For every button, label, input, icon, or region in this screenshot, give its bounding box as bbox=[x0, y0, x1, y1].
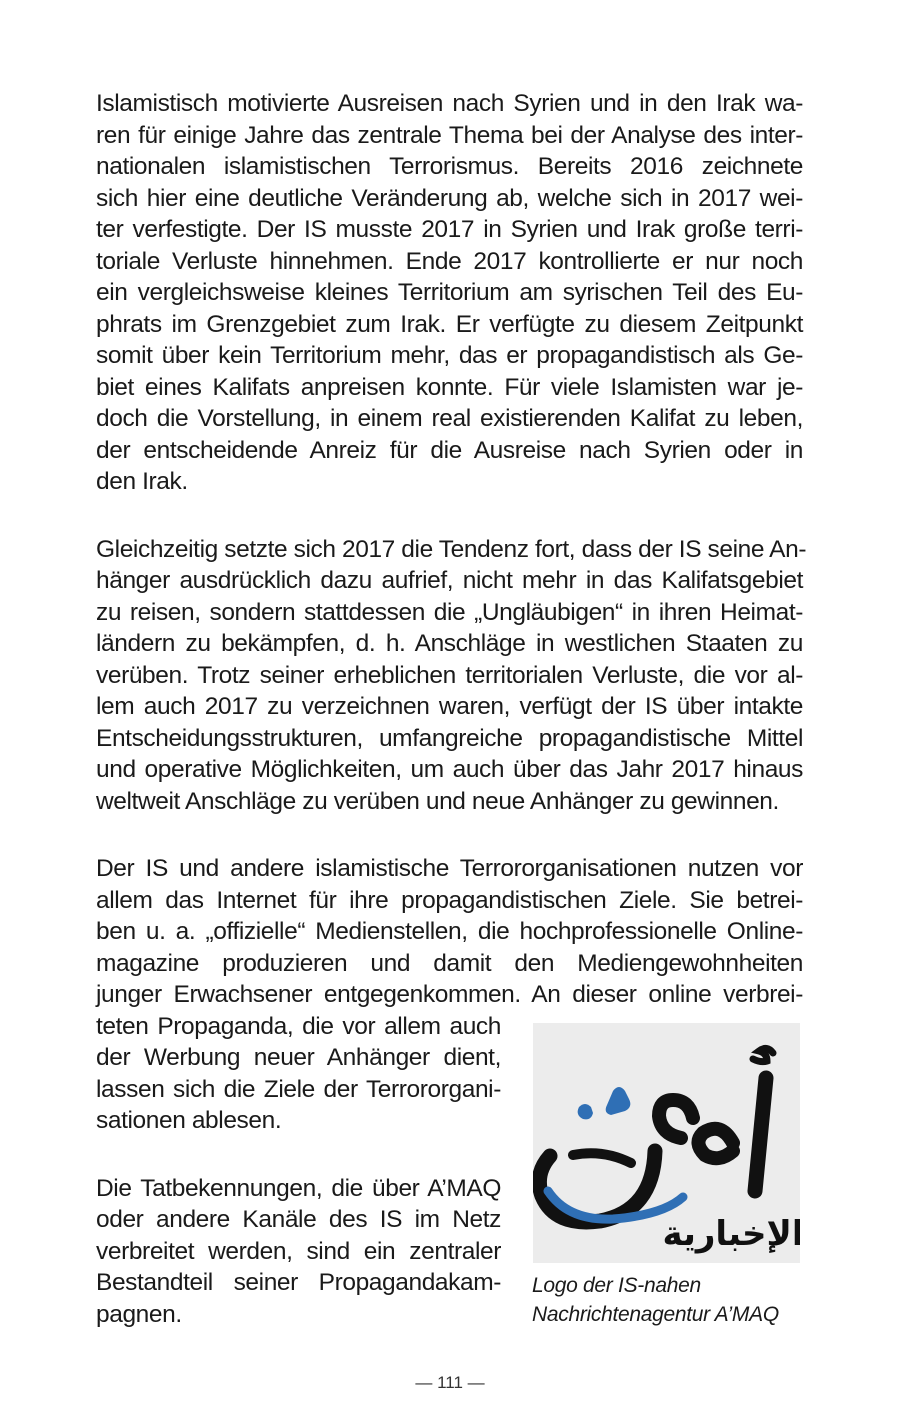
text-line: weltweit Anschläge zu verüben und neue Anhänger zu gewinnen. bbox=[96, 787, 779, 815]
amaq-logo-icon bbox=[533, 1023, 800, 1263]
text-line: Islamistisch motivierte Ausreisen nach Syrien und in den Irak wa- bbox=[96, 90, 803, 117]
figure-caption bbox=[532, 1271, 803, 1329]
paragraph-3 bbox=[96, 853, 803, 1011]
text-line: pagnen. bbox=[96, 1300, 182, 1328]
text-line: verbreitet werden, sind ein zentraler bbox=[96, 1237, 501, 1265]
text-line: der Werbung neuer Anhänger dient, bbox=[96, 1044, 501, 1071]
text-line: lassen sich die Ziele der Terrororgani- bbox=[96, 1075, 501, 1103]
text-line: nationalen islamistischen Terrorismus. Bereits 2016 zeichnete bbox=[96, 153, 803, 180]
text-line: sationen ablesen. bbox=[96, 1107, 282, 1134]
text-line: verüben. Trotz seiner erheblichen territorialen Verluste, die vor al- bbox=[96, 661, 803, 689]
text-line: hänger ausdrücklich dazu aufrief, nicht mehr in das Kalifatsgebiet bbox=[96, 567, 803, 594]
text-line: allem das Internet für ihre propagandistischen Ziele. Sie betrei- bbox=[96, 886, 803, 914]
text-line: zu reisen, sondern stattdessen die „Ungläubigen“ in ihren Heimat- bbox=[96, 598, 803, 626]
page-content bbox=[96, 88, 807, 1351]
text-line: oder andere Kanäle des IS im Netz bbox=[96, 1206, 501, 1233]
text-line: ben u. a. „offizielle“ Medienstellen, die hochprofessionelle Online- bbox=[96, 918, 803, 945]
text-line: ein vergleichsweise kleines Territorium am syrischen Teil des Eu- bbox=[96, 279, 803, 306]
text-line: ter verfestigte. Der IS musste 2017 in Syrien und Irak große terri- bbox=[96, 216, 803, 243]
amaq-logo-subtitle: الإخبارية bbox=[662, 1213, 800, 1254]
paragraph-1 bbox=[96, 88, 803, 498]
text-line: phrats im Grenzgebiet zum Irak. Er verfügte zu diesem Zeitpunkt bbox=[96, 310, 803, 338]
text-line: den Irak. bbox=[96, 468, 188, 495]
text-line: biet eines Kalifats anpreisen konnte. Für viele Islamisten war je- bbox=[96, 373, 803, 401]
text-line: doch die Vorstellung, in einem real existierenden Kalifat zu leben, bbox=[96, 405, 803, 432]
text-line: der entscheidende Anreiz für die Ausreise nach Syrien oder in bbox=[96, 436, 803, 464]
text-line: Entscheidungsstrukturen, umfangreiche propagandistische Mittel bbox=[96, 724, 803, 752]
text-line: toriale Verluste hinnehmen. Ende 2017 kontrollierte er nur noch bbox=[96, 247, 803, 275]
text-line: lem auch 2017 zu verzeichnen waren, verfügt der IS über intakte bbox=[96, 693, 803, 720]
page-number: — 111 — bbox=[415, 1373, 485, 1392]
paragraph-2 bbox=[96, 534, 807, 818]
amaq-logo-figure bbox=[528, 1023, 803, 1329]
amaq-logo-image bbox=[533, 1023, 800, 1263]
text-line: somit über kein Territorium mehr, das er propagandistisch als Ge- bbox=[96, 342, 803, 369]
text-with-figure bbox=[96, 1011, 803, 1351]
left-column bbox=[96, 1011, 501, 1367]
text-line: und operative Möglichkeiten, um auch über das Jahr 2017 hinaus bbox=[96, 756, 803, 783]
paragraph-3-continued bbox=[96, 1011, 501, 1137]
text-line: Gleichzeitig setzte sich 2017 die Tendenz fort, dass der IS seine An- bbox=[96, 535, 807, 563]
paragraph-4 bbox=[96, 1173, 501, 1331]
text-line: teten Propaganda, die vor allem auch bbox=[96, 1012, 501, 1040]
text-line: magazine produzieren und damit den Mediengewohnheiten bbox=[96, 949, 803, 977]
caption-line-1: Logo der IS-nahen bbox=[532, 1273, 701, 1297]
text-line: Die Tatbekennungen, die über A’MAQ bbox=[96, 1174, 501, 1202]
text-line: ländern zu bekämpfen, d. h. Anschläge in westlichen Staaten zu bbox=[96, 630, 803, 657]
text-line: sich hier eine deutliche Veränderung ab, welche sich in 2017 wei- bbox=[96, 184, 803, 212]
text-line: Der IS und andere islamistische Terrororganisationen nutzen vor bbox=[96, 855, 803, 882]
text-line: ren für einige Jahre das zentrale Thema bei der Analyse des inter- bbox=[96, 121, 803, 149]
text-line: Bestandteil seiner Propagandakam- bbox=[96, 1269, 501, 1296]
text-line: junger Erwachsener entgegenkommen. An dieser online verbrei- bbox=[96, 981, 803, 1008]
caption-line-2: Nachrichtenagentur A’MAQ bbox=[532, 1302, 779, 1326]
